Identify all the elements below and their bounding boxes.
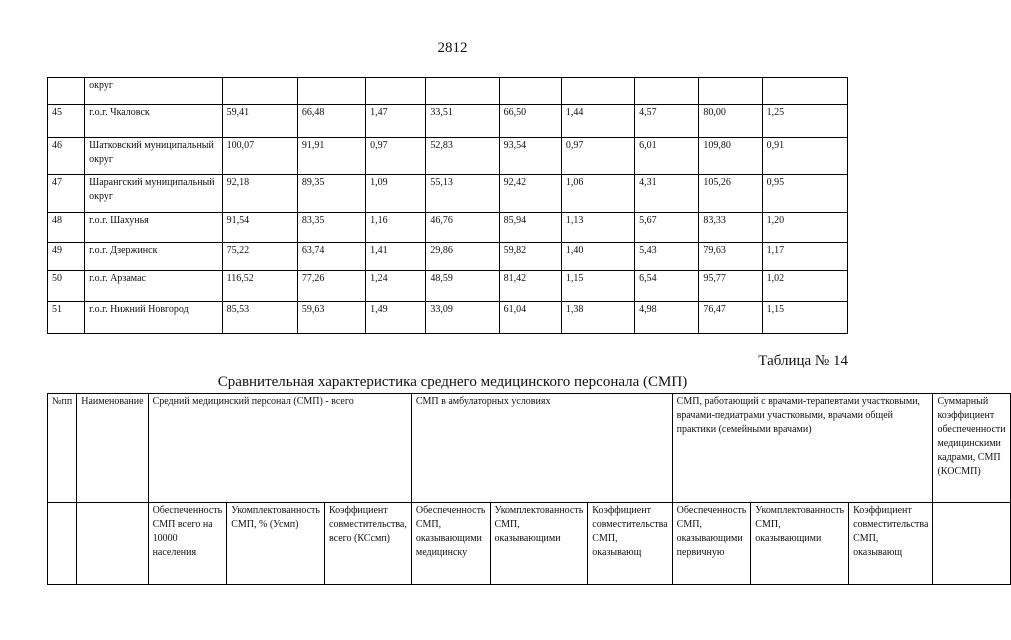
value-cell [426, 78, 499, 105]
row-number: 48 [48, 213, 85, 243]
value-cell: 33,51 [426, 105, 499, 138]
value-cell: 59,82 [499, 243, 561, 271]
row-number: 50 [48, 271, 85, 302]
value-cell: 109,80 [699, 138, 762, 175]
subheader-cell: Коэффициент совместительства СМП, оказывающ [588, 503, 672, 585]
page-number: 2812 [437, 40, 468, 56]
value-cell: 83,33 [699, 213, 762, 243]
table-row [48, 78, 848, 105]
value-cell: 63,74 [297, 243, 365, 271]
value-cell: 85,94 [499, 213, 561, 243]
value-cell: 1,02 [762, 271, 847, 302]
value-cell: 5,67 [635, 213, 699, 243]
value-cell: 1,24 [366, 271, 426, 302]
value-cell [699, 78, 762, 105]
value-cell: 80,00 [699, 105, 762, 138]
value-cell: 1,44 [561, 105, 634, 138]
table-number-label: Таблица № 14 [758, 353, 848, 369]
value-cell: 0,91 [762, 138, 847, 175]
value-cell: 0,95 [762, 175, 847, 213]
value-cell: 1,49 [366, 302, 426, 334]
row-number: 49 [48, 243, 85, 271]
value-cell: 6,54 [635, 271, 699, 302]
header-num: №пп [48, 394, 77, 503]
value-cell: 116,52 [222, 271, 297, 302]
value-cell: 1,40 [561, 243, 634, 271]
value-cell [297, 78, 365, 105]
value-cell: 91,91 [297, 138, 365, 175]
value-cell: 52,83 [426, 138, 499, 175]
table-row [48, 302, 848, 334]
row-number [48, 78, 85, 105]
value-cell: 66,50 [499, 105, 561, 138]
subheader-cell: Обеспеченность СМП всего на 10000 населения [148, 503, 227, 585]
row-number: 47 [48, 175, 85, 213]
smp-comparison-table [47, 393, 1011, 585]
value-cell: 29,86 [426, 243, 499, 271]
value-cell: 105,26 [699, 175, 762, 213]
subheader-empty [48, 503, 77, 585]
value-cell: 1,25 [762, 105, 847, 138]
value-cell: 59,63 [297, 302, 365, 334]
subheader-cell: Обеспеченность СМП, оказывающими первичную [672, 503, 751, 585]
value-cell: 1,13 [561, 213, 634, 243]
header-group-outpatient-smp: СМП в амбулаторных условиях [411, 394, 672, 503]
row-name: г.о.г. Дзержинск [85, 243, 223, 271]
table-row [48, 175, 848, 213]
row-name: г.о.г. Нижний Новгород [85, 302, 223, 334]
header-name: Наименование [77, 394, 148, 503]
value-cell: 6,01 [635, 138, 699, 175]
table-row [48, 213, 848, 243]
value-cell [762, 78, 847, 105]
value-cell: 0,97 [561, 138, 634, 175]
table-header-row [48, 394, 1011, 503]
value-cell: 61,04 [499, 302, 561, 334]
value-cell: 89,35 [297, 175, 365, 213]
value-cell: 1,38 [561, 302, 634, 334]
subheader-cell: Укомплектованность СМП, оказывающими [490, 503, 588, 585]
table-row [48, 271, 848, 302]
value-cell: 76,47 [699, 302, 762, 334]
value-cell: 1,41 [366, 243, 426, 271]
subheader-cell: Укомплектованность СМП, оказывающими [751, 503, 849, 585]
value-cell: 93,54 [499, 138, 561, 175]
subheader-empty [933, 503, 1010, 585]
regional-indicators-table [47, 77, 848, 334]
value-cell: 1,09 [366, 175, 426, 213]
header-total-coefficient: Суммарный коэффициент обеспеченности медицинскими кадрами, СМП (КОСМП) [933, 394, 1010, 503]
value-cell: 1,16 [366, 213, 426, 243]
value-cell: 46,76 [426, 213, 499, 243]
value-cell: 1,06 [561, 175, 634, 213]
subheader-cell: Коэффициент совместительства, всего (КСсмп) [325, 503, 412, 585]
value-cell: 4,57 [635, 105, 699, 138]
row-name: г.о.г. Шахунья [85, 213, 223, 243]
value-cell: 5,43 [635, 243, 699, 271]
table-subheader-row [48, 503, 1011, 585]
value-cell: 1,20 [762, 213, 847, 243]
value-cell: 4,31 [635, 175, 699, 213]
value-cell: 92,18 [222, 175, 297, 213]
value-cell: 91,54 [222, 213, 297, 243]
value-cell [561, 78, 634, 105]
value-cell: 55,13 [426, 175, 499, 213]
value-cell: 4,98 [635, 302, 699, 334]
row-number: 46 [48, 138, 85, 175]
row-name: Шарангский муниципальный округ [85, 175, 223, 213]
value-cell: 59,41 [222, 105, 297, 138]
row-name: г.о.г. Арзамас [85, 271, 223, 302]
value-cell [635, 78, 699, 105]
value-cell: 1,17 [762, 243, 847, 271]
value-cell: 83,35 [297, 213, 365, 243]
value-cell: 77,26 [297, 271, 365, 302]
value-cell: 66,48 [297, 105, 365, 138]
table-caption: Сравнительная характеристика среднего медицинского персонала (СМП) [217, 374, 688, 390]
value-cell: 33,09 [426, 302, 499, 334]
value-cell: 95,77 [699, 271, 762, 302]
table-row [48, 243, 848, 271]
value-cell: 75,22 [222, 243, 297, 271]
value-cell: 85,53 [222, 302, 297, 334]
value-cell: 1,47 [366, 105, 426, 138]
subheader-cell: Коэффициент совместительства СМП, оказывающ [849, 503, 933, 585]
row-number: 45 [48, 105, 85, 138]
row-number: 51 [48, 302, 85, 334]
value-cell: 1,15 [561, 271, 634, 302]
row-name: Шатковский муниципальный округ [85, 138, 223, 175]
value-cell [222, 78, 297, 105]
header-group-primary-care-smp: СМП, работающий с врачами-терапевтами участковыми, врачами-педиатрами участковыми, врачами общей практики (семейными врачами) [672, 394, 933, 503]
row-name: г.о.г. Чкаловск [85, 105, 223, 138]
subheader-cell: Обеспеченность СМП, оказывающими медицинску [411, 503, 490, 585]
value-cell: 100,07 [222, 138, 297, 175]
value-cell: 1,15 [762, 302, 847, 334]
value-cell [366, 78, 426, 105]
table-row [48, 105, 848, 138]
subheader-cell: Укомплектованность СМП, % (Усмп) [227, 503, 325, 585]
value-cell [499, 78, 561, 105]
header-group-total-smp: Средний медицинский персонал (СМП) - всего [148, 394, 411, 503]
subheader-empty [77, 503, 148, 585]
row-name: округ [85, 78, 223, 105]
value-cell: 48,59 [426, 271, 499, 302]
value-cell: 79,63 [699, 243, 762, 271]
value-cell: 92,42 [499, 175, 561, 213]
value-cell: 0,97 [366, 138, 426, 175]
table-row [48, 138, 848, 175]
value-cell: 81,42 [499, 271, 561, 302]
